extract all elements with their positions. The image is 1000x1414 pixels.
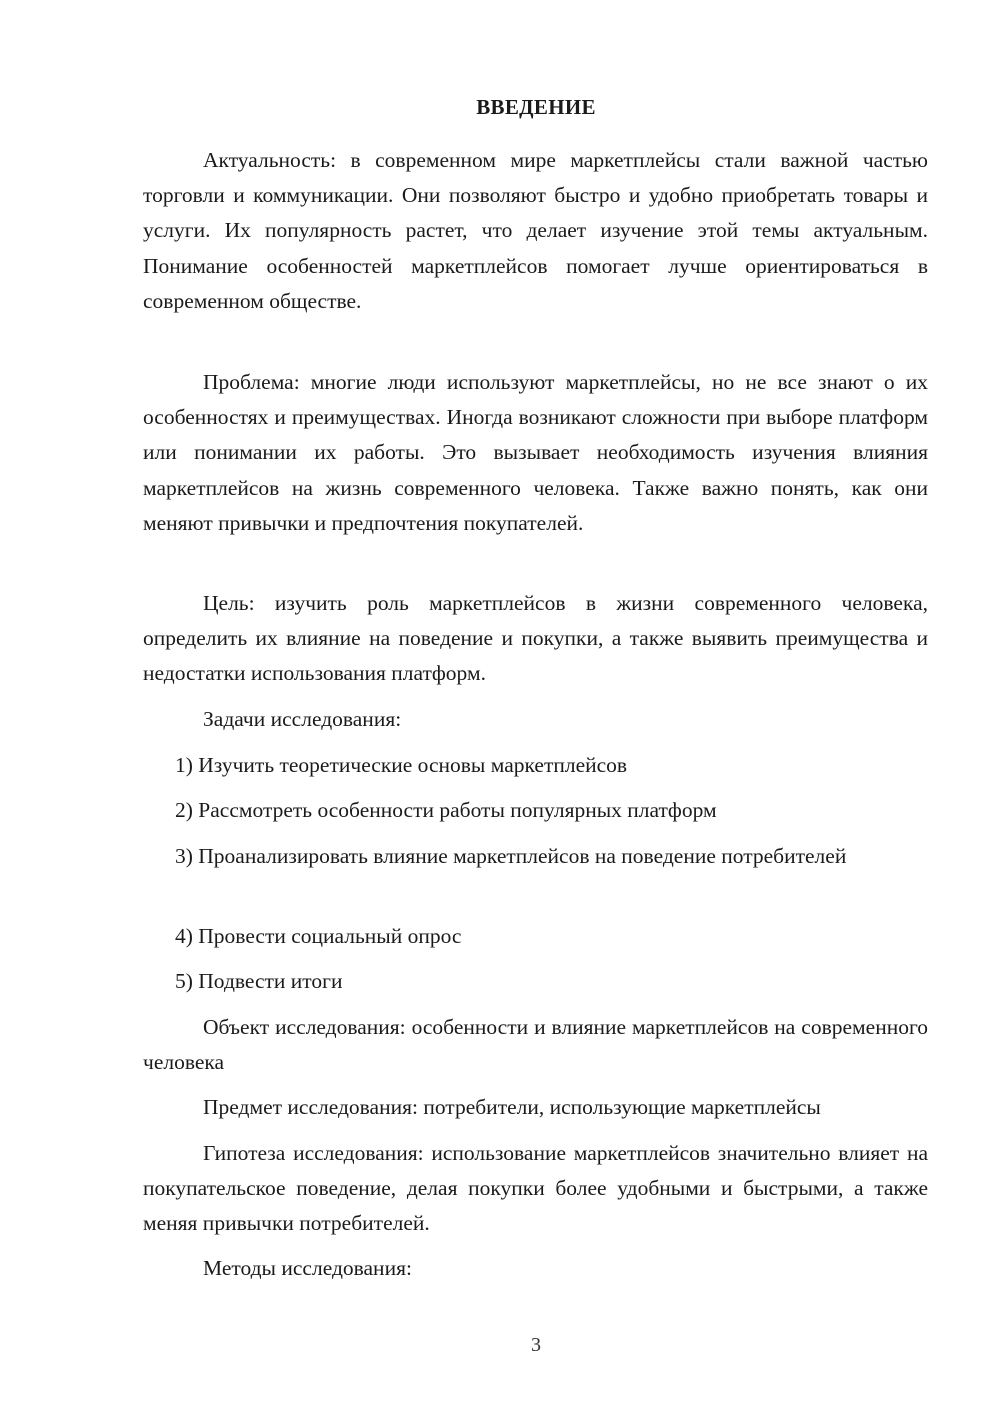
paragraph-object: Объект исследования: особенности и влияние маркетплейсов на современного человека bbox=[143, 1015, 928, 1075]
methods-heading: Методы исследования: bbox=[203, 1256, 412, 1280]
task-item-4: 4) Провести социальный опрос bbox=[175, 924, 462, 948]
task-item-2: 2) Рассмотреть особенности работы популярных платформ bbox=[175, 798, 717, 822]
paragraph-goal: Цель: изучить роль маркетплейсов в жизни современного человека, определить их влияние на поведение и покупки, а также выявить преимущества и недостатки использования платформ. bbox=[143, 591, 928, 686]
task-item-5: 5) Подвести итоги bbox=[175, 969, 343, 993]
paragraph-problem: Проблема: многие люди используют маркетплейсы, но не все знают о их особенностях и преимуществах. Иногда возникают сложности при выборе платформ или понимании их работы. Это вызывает необходимость изучения влияния маркетплейсов на жизнь современного человека. Также важно понять, как они меняют привычки и предпочтения покупателей. bbox=[143, 370, 928, 535]
task-item-1: 1) Изучить теоретические основы маркетплейсов bbox=[175, 753, 628, 777]
page-number: 3 bbox=[531, 1334, 541, 1356]
tasks-heading: Задачи исследования: bbox=[203, 707, 402, 731]
paragraph-relevance: Актуальность: в современном мире маркетплейсы стали важной частью торговли и коммуникации. Они позволяют быстро и удобно приобретать товары и услуги. Их популярность растет, что делает изучение этой темы актуальным. Понимание особенностей маркетплейсов помогает лучше ориентироваться в современном обществе. bbox=[143, 148, 928, 313]
paragraph-subject: Предмет исследования: потребители, использующие маркетплейсы bbox=[203, 1095, 821, 1119]
paragraph-hypothesis: Гипотеза исследования: использование маркетплейсов значительно влияет на покупательское поведение, делая покупки более удобными и быстрыми, а также меняя привычки потребителей. bbox=[143, 1141, 928, 1236]
task-item-3: 3) Проанализировать влияние маркетплейсов на поведение потребителей bbox=[175, 844, 847, 868]
section-title: ВВЕДЕНИЕ bbox=[476, 95, 596, 119]
